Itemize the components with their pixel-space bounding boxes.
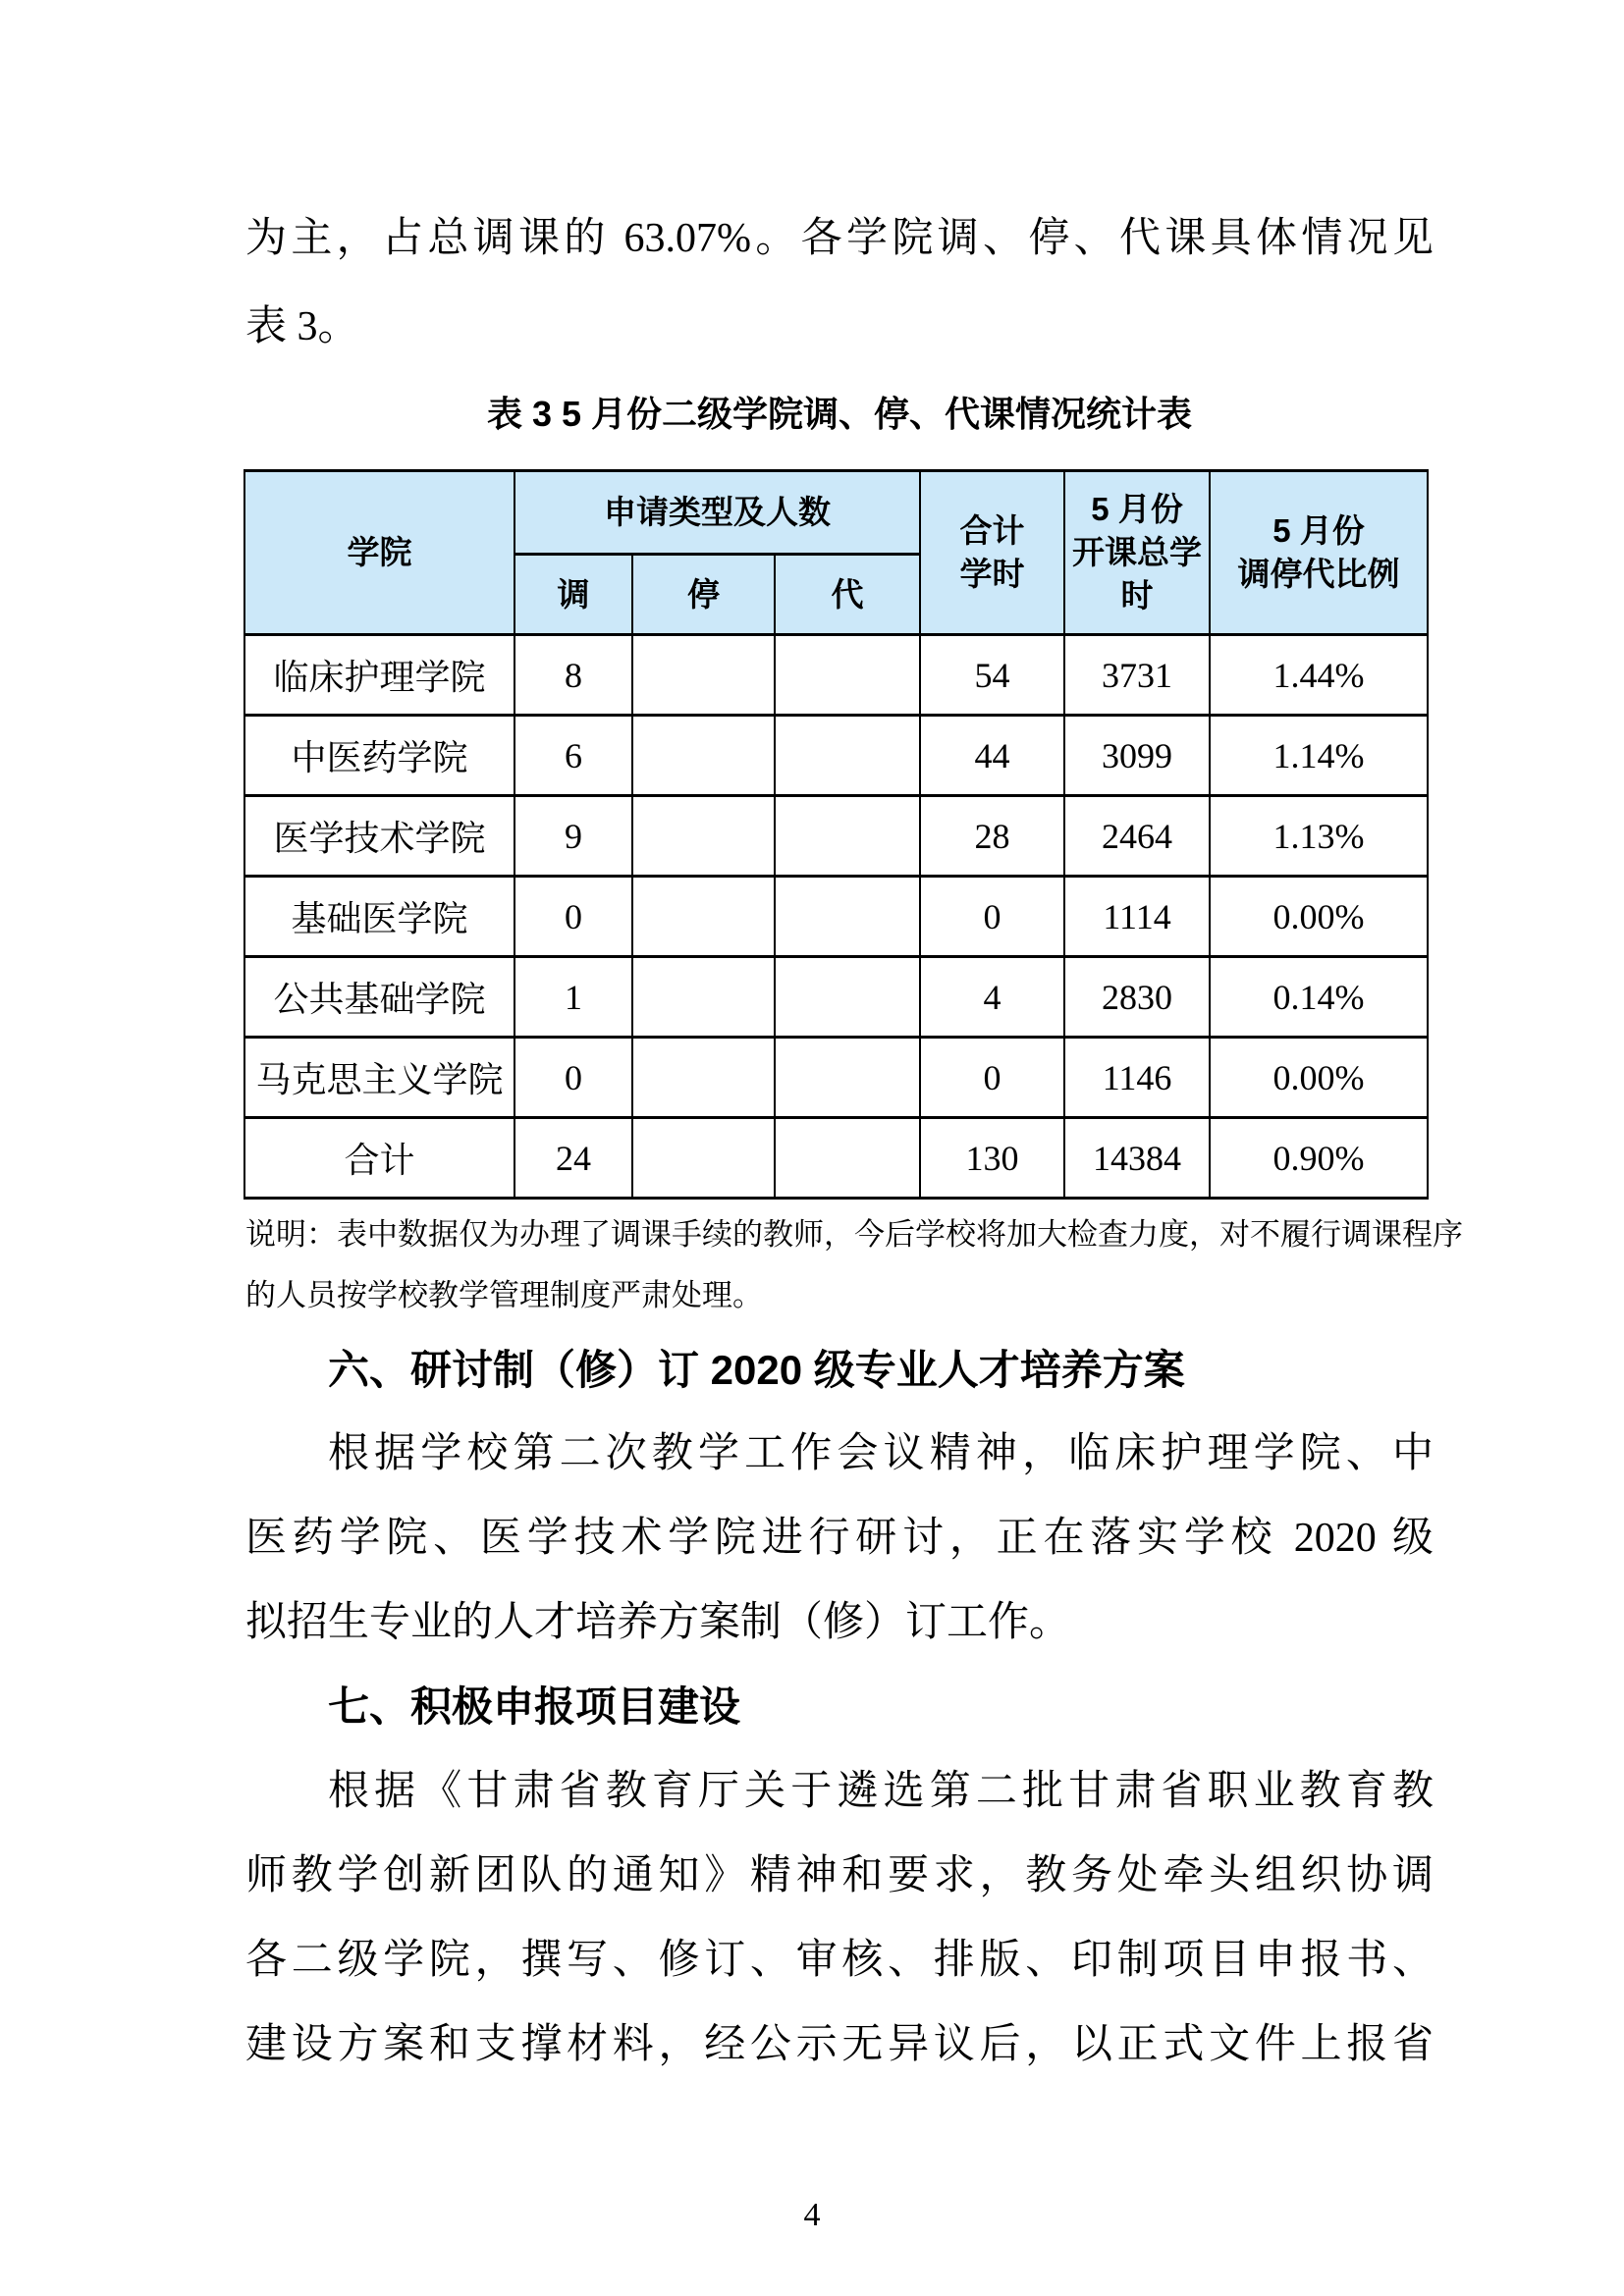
cell-total-hours: 130 [920,1118,1064,1199]
cell-adjust: 0 [514,1038,632,1118]
cell-stop [632,1038,775,1118]
section-7-line-2: 师教学创新团队的通知》精神和要求，教务处牵头组织协调 [245,1853,1434,1898]
section-7-line-3: 各二级学院，撰写、修订、审核、排版、印制项目申报书、 [245,1938,1434,1983]
header-total-hours-line2: 学时 [959,556,1025,592]
cell-substitute [775,796,920,877]
cell-substitute [775,877,920,957]
cell-total-hours: 28 [920,796,1064,877]
section-7-paragraph [245,1749,1434,2087]
cell-college: 基础医学院 [244,877,514,957]
cell-stop [632,716,775,796]
cell-college: 临床护理学院 [244,635,514,716]
cell-adjust: 0 [514,877,632,957]
intro-paragraph [245,194,1434,371]
cell-substitute [775,1118,920,1199]
cell-substitute [775,635,920,716]
section-6-line-3: 拟招生专业的人才培养方案制（修）订工作。 [245,1600,1071,1645]
intro-line-2: 表 3。 [245,304,359,349]
header-month-hours-line1: 5 月份 [1091,491,1183,527]
cell-college: 医学技术学院 [244,796,514,877]
header-total-hours-line1: 合计 [959,512,1025,549]
header-month-hours-line2: 开课总学时 [1072,534,1203,614]
section-6-paragraph [245,1412,1434,1665]
cell-substitute [775,716,920,796]
cell-ratio: 0.00% [1210,1038,1428,1118]
section-7-line-1: 根据《甘肃省教育厅关于遴选第二批甘肃省职业教育教 [328,1769,1434,1814]
cell-ratio: 1.13% [1210,796,1428,877]
cell-month-hours: 2830 [1064,957,1210,1038]
table-row [244,877,1428,957]
header-ratio-line1: 5 月份 [1272,512,1365,549]
cell-adjust: 6 [514,716,632,796]
cell-adjust: 8 [514,635,632,716]
page-number: 4 [803,2197,821,2233]
cell-stop [632,796,775,877]
header-row-1 [244,471,1428,555]
cell-month-hours: 3731 [1064,635,1210,716]
cell-ratio: 1.44% [1210,635,1428,716]
header-ratio [1210,471,1428,635]
cell-total-hours: 54 [920,635,1064,716]
cell-total-hours: 0 [920,1038,1064,1118]
note-line-1: 说明：表中数据仅为办理了调课手续的教师，今后学校将加大检查力度，对不履行调课程序 [245,1217,1463,1252]
header-month-hours [1064,471,1210,635]
cell-college: 马克思主义学院 [244,1038,514,1118]
table-row [244,716,1428,796]
cell-substitute [775,957,920,1038]
cell-ratio: 0.14% [1210,957,1428,1038]
cell-college: 中医药学院 [244,716,514,796]
section-7-line-4: 建设方案和支撑材料，经公示无异议后，以正式文件上报省 [245,2022,1434,2067]
cell-college: 合计 [244,1118,514,1199]
header-sub-stop: 停 [632,555,775,635]
cell-adjust: 24 [514,1118,632,1199]
cell-adjust: 9 [514,796,632,877]
section-6-line-1: 根据学校第二次教学工作会议精神，临床护理学院、中 [328,1431,1434,1476]
cell-adjust: 1 [514,957,632,1038]
cell-ratio: 0.00% [1210,877,1428,957]
table-row [244,635,1428,716]
cell-stop [632,1118,775,1199]
cell-month-hours: 1146 [1064,1038,1210,1118]
table-row-total [244,1118,1428,1199]
cell-total-hours: 44 [920,716,1064,796]
table-row [244,957,1428,1038]
cell-substitute [775,1038,920,1118]
table-note [245,1204,1463,1326]
intro-line-1: 为主，占总调课的 63.07%。各学院调、停、代课具体情况见 [245,216,1434,261]
header-sub-substitute: 代 [775,555,920,635]
header-ratio-line2: 调停代比例 [1237,556,1400,592]
cell-month-hours: 3099 [1064,716,1210,796]
cell-ratio: 0.90% [1210,1118,1428,1199]
cell-total-hours: 0 [920,877,1064,957]
table-row [244,796,1428,877]
cell-total-hours: 4 [920,957,1064,1038]
section-6-line-2: 医药学院、医学技术学院进行研讨，正在落实学校 2020 级 [245,1516,1434,1561]
cell-stop [632,877,775,957]
section-7-heading: 七、积极申报项目建设 [328,1683,741,1730]
header-college: 学院 [244,471,514,635]
header-apply-group: 申请类型及人数 [514,471,920,555]
cell-month-hours: 14384 [1064,1118,1210,1199]
cell-stop [632,957,775,1038]
cell-ratio: 1.14% [1210,716,1428,796]
cell-month-hours: 2464 [1064,796,1210,877]
table-row [244,1038,1428,1118]
table-caption: 表 3 5 月份二级学院调、停、代课情况统计表 [486,394,1193,434]
statistics-table [244,469,1429,1200]
cell-stop [632,635,775,716]
note-line-2: 的人员按学校教学管理制度严肃处理。 [245,1278,763,1312]
header-sub-adjust: 调 [514,555,632,635]
header-total-hours [920,471,1064,635]
section-6-heading: 六、研讨制（修）订 2020 级专业人才培养方案 [328,1347,1185,1393]
cell-month-hours: 1114 [1064,877,1210,957]
statistics-table-wrapper [244,469,1429,1200]
cell-college: 公共基础学院 [244,957,514,1038]
